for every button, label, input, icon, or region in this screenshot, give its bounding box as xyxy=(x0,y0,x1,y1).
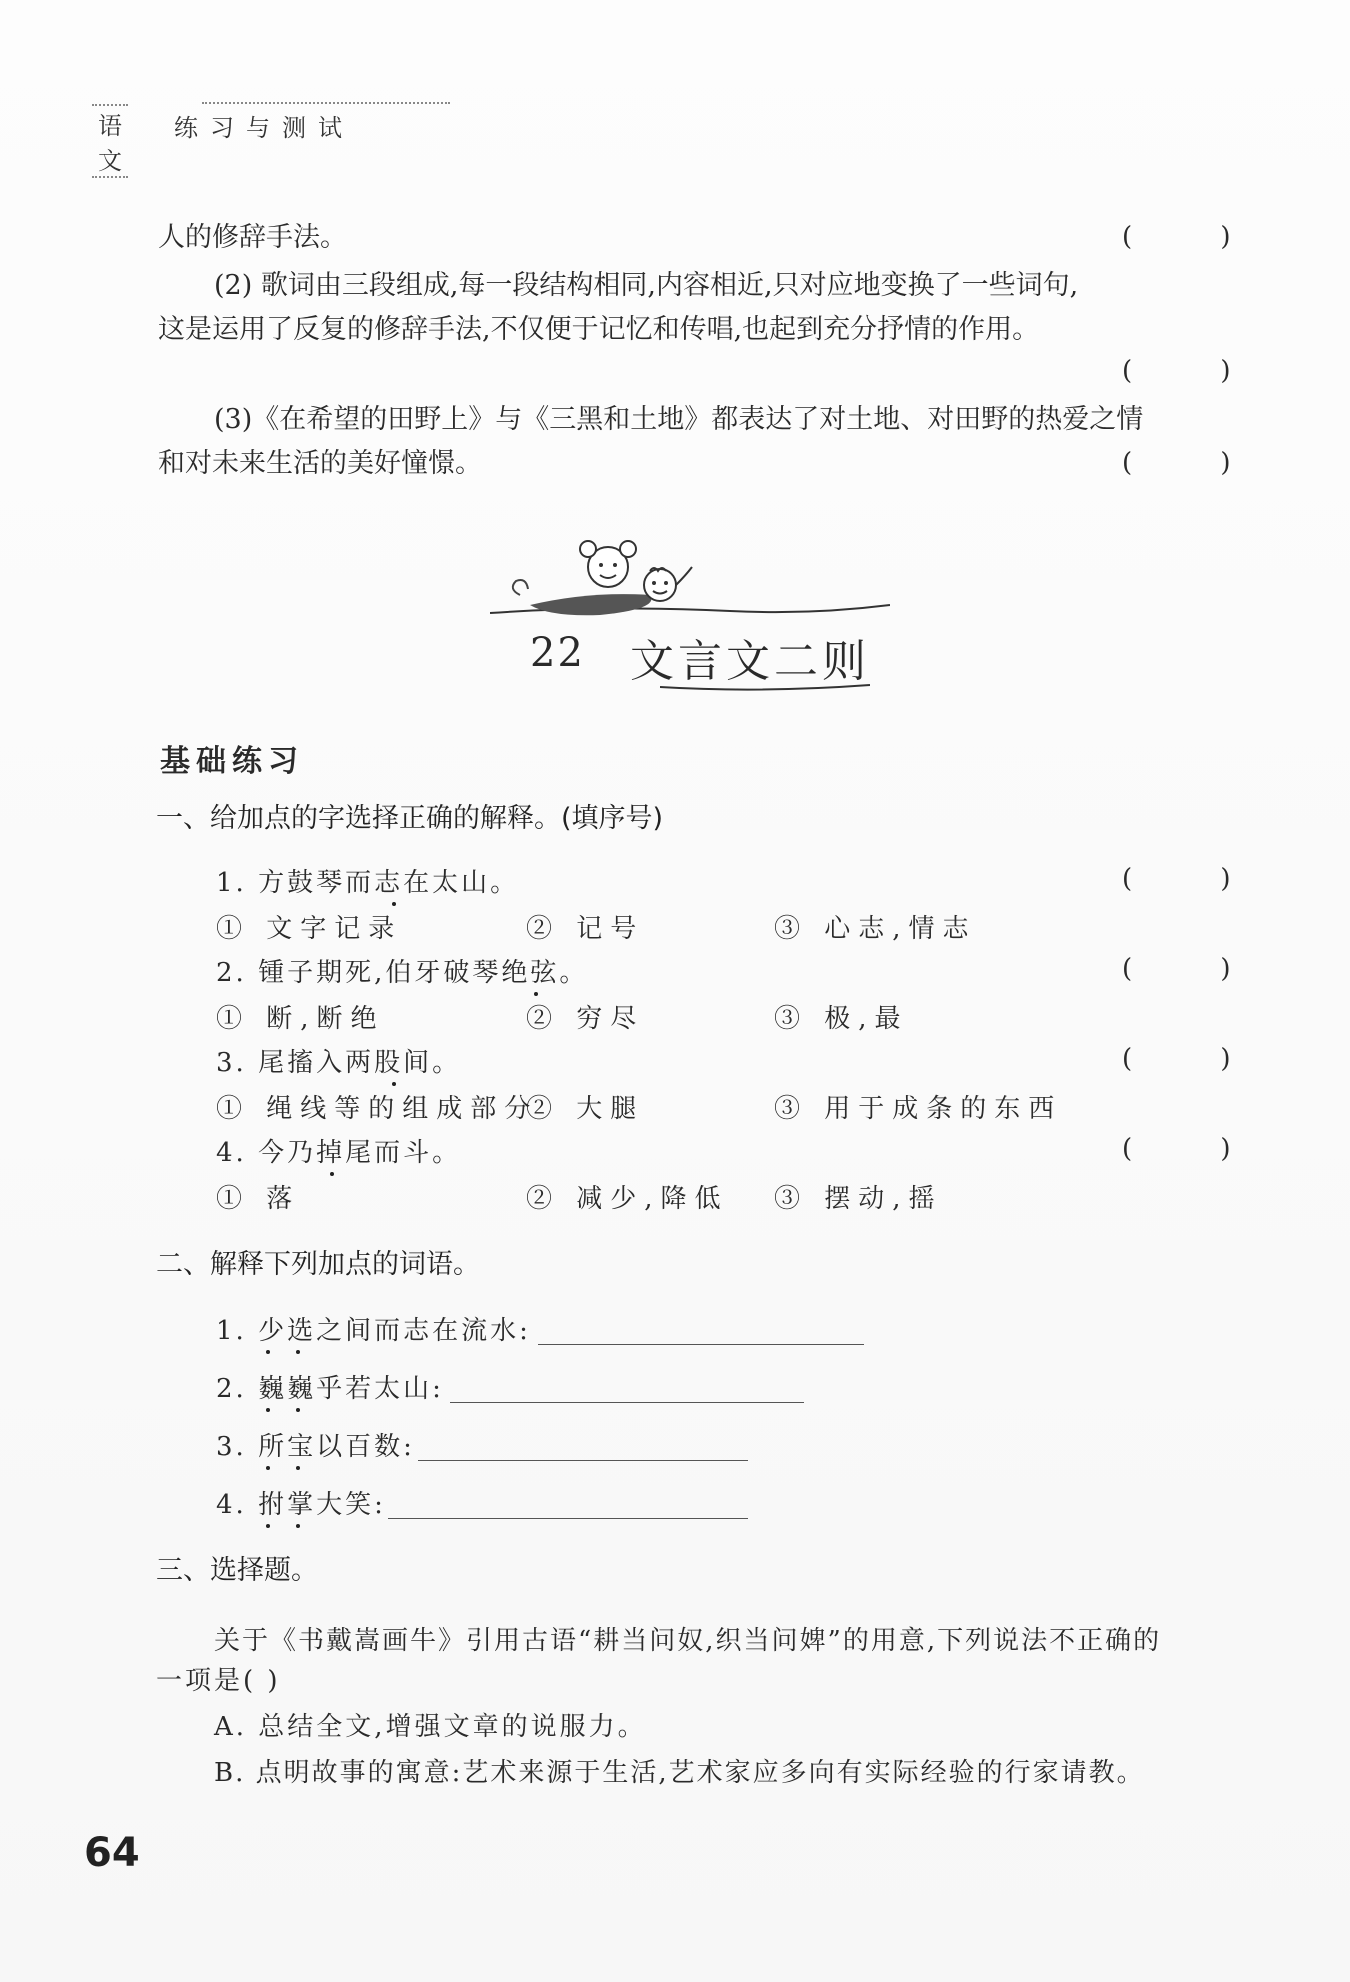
q1-item-4-stem: 4. 今乃掉尾而斗。 xyxy=(216,1138,462,1168)
q1-item-4-option-3: ③ 摆动,摇 xyxy=(774,1184,943,1214)
prev-text-line-2: (2) 歌词由三段组成,每一段结构相同,内容相近,只对应地变换了一些词句, xyxy=(214,270,1079,301)
q1-item-2-stem: 2. 锺子期死,伯牙破琴绝弦。 xyxy=(216,958,589,988)
children-illustration-icon xyxy=(490,535,890,635)
q2-item-1-answer-line[interactable] xyxy=(538,1344,864,1345)
emphasis-dot xyxy=(392,902,396,906)
page-number: 64 xyxy=(84,1830,140,1876)
emphasis-dot xyxy=(392,1082,396,1086)
title-underline-flourish xyxy=(660,683,870,693)
q3-stem-line-1: 关于《书戴嵩画牛》引用古语“耕当问奴,织当问婢”的用意,下列说法不正确的 xyxy=(214,1626,1162,1656)
emphasis-dot xyxy=(534,992,538,996)
prev-text-line-1: 人的修辞手法。 xyxy=(158,222,347,253)
q1-item-2-answer[interactable]: ( ) xyxy=(1122,954,1271,984)
q1-item-3-stem: 3. 尾搐入两股间。 xyxy=(216,1048,462,1078)
answer-paren-prev-1[interactable]: ( ) xyxy=(1122,222,1271,252)
q1-item-3-option-1: ① 绳线等的组成部分 xyxy=(216,1094,539,1124)
lesson-number: 22 xyxy=(530,630,585,676)
emphasis-dot xyxy=(296,1524,300,1528)
answer-paren-prev-3[interactable]: ( ) xyxy=(1122,448,1271,478)
q1-item-2-option-1: ① 断,断绝 xyxy=(216,1004,385,1034)
q2-item-4-label: 4. 拊掌大笑: xyxy=(216,1490,386,1520)
q1-item-4-option-2: ② 减少,降低 xyxy=(526,1184,729,1214)
emphasis-dot xyxy=(330,1172,334,1176)
q2-item-3-label: 3. 所宝以百数: xyxy=(216,1432,415,1462)
q2-item-2-label: 2. 巍巍乎若太山: xyxy=(216,1374,444,1404)
question-1-title: 一、给加点的字选择正确的解释。(填序号) xyxy=(156,803,664,834)
header-subject: 语文 xyxy=(92,104,128,178)
q2-item-3-answer-line[interactable] xyxy=(418,1460,748,1461)
q3-stem-line-2: 一项是( ) xyxy=(156,1666,281,1696)
lesson-banner xyxy=(490,535,890,705)
q1-item-3-option-2: ② 大腿 xyxy=(526,1094,645,1124)
q3-option-a: A. 总结全文,增强文章的说服力。 xyxy=(214,1712,647,1742)
q1-item-1-answer[interactable]: ( ) xyxy=(1122,864,1271,894)
q1-item-4-option-1: ① 落 xyxy=(216,1184,301,1214)
question-2-title: 二、解释下列加点的词语。 xyxy=(156,1249,480,1280)
emphasis-dot xyxy=(266,1408,270,1412)
question-3-title: 三、选择题。 xyxy=(156,1555,318,1586)
q1-item-1-option-3: ③ 心志,情志 xyxy=(774,914,977,944)
q2-item-4-answer-line[interactable] xyxy=(388,1518,748,1519)
emphasis-dot xyxy=(266,1524,270,1528)
q1-item-1-option-2: ② 记号 xyxy=(526,914,645,944)
prev-text-line-4: (3)《在希望的田野上》与《三黑和土地》都表达了对土地、对田野的热爱之情 xyxy=(214,404,1144,435)
answer-paren-prev-2[interactable]: ( ) xyxy=(1122,356,1271,386)
prev-text-line-5: 和对未来生活的美好憧憬。 xyxy=(158,448,482,479)
lesson-title: 文言文二则 xyxy=(630,636,870,687)
emphasis-dot xyxy=(266,1350,270,1354)
q1-item-2-option-2: ② 穷尽 xyxy=(526,1004,645,1034)
header-dotted-rule xyxy=(202,102,450,104)
q1-item-2-option-3: ③ 极,最 xyxy=(774,1004,909,1034)
prev-text-line-3: 这是运用了反复的修辞手法,不仅便于记忆和传唱,也起到充分抒情的作用。 xyxy=(158,314,1040,345)
header-title: 练习与测试 xyxy=(174,114,354,142)
q1-item-4-answer[interactable]: ( ) xyxy=(1122,1134,1271,1164)
emphasis-dot xyxy=(266,1466,270,1470)
q2-item-2-answer-line[interactable] xyxy=(450,1402,804,1403)
q1-item-3-option-3: ③ 用于成条的东西 xyxy=(774,1094,1063,1124)
q1-item-1-stem: 1. 方鼓琴而志在太山。 xyxy=(216,868,520,898)
emphasis-dot xyxy=(296,1350,300,1354)
q3-option-b: B. 点明故事的寓意:艺术来源于生活,艺术家应多向有实际经验的行家请教。 xyxy=(214,1758,1145,1788)
section-title: 基础练习 xyxy=(160,744,304,779)
emphasis-dot xyxy=(296,1408,300,1412)
q1-item-1-option-1: ① 文字记录 xyxy=(216,914,403,944)
q1-item-3-answer[interactable]: ( ) xyxy=(1122,1044,1271,1074)
emphasis-dot xyxy=(296,1466,300,1470)
q2-item-1-label: 1. 少选之间而志在流水: xyxy=(216,1316,531,1346)
